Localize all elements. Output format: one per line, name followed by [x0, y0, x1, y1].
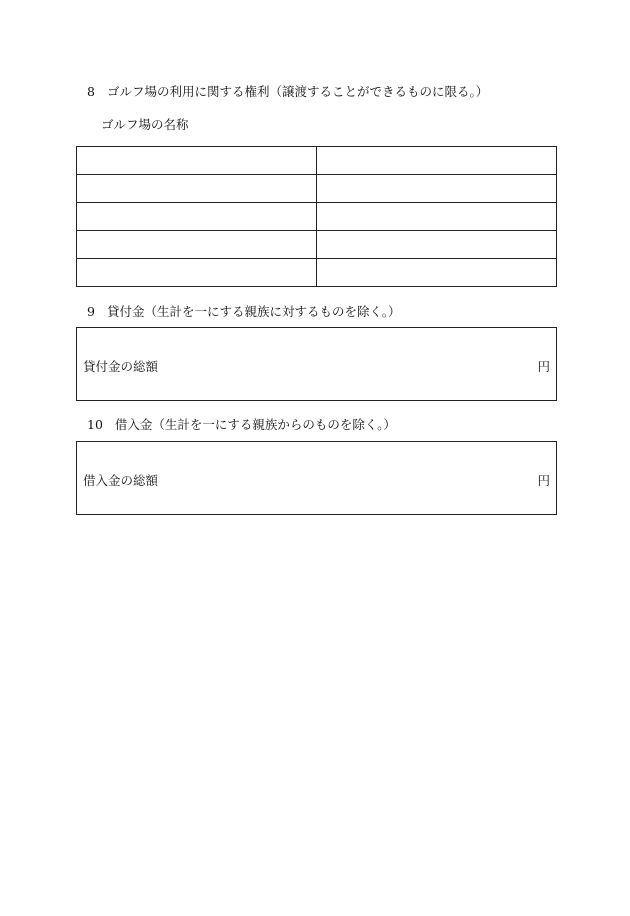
golf-course-detail-cell[interactable]	[317, 259, 557, 287]
golf-course-name-cell[interactable]	[77, 203, 317, 231]
borrowings-box[interactable]	[76, 441, 557, 515]
section-8-number: 8	[87, 84, 95, 99]
loan-receivable-total-label: 貸付金の総額	[83, 359, 159, 374]
table-row	[77, 259, 557, 287]
golf-course-detail-cell[interactable]	[317, 147, 557, 175]
golf-course-name-cell[interactable]	[77, 259, 317, 287]
section-9-title: 貸付金（生計を一にする親族に対するものを除く。）	[106, 304, 401, 319]
section-8-title: ゴルフ場の利用に関する権利（譲渡することができるものに限る。）	[106, 84, 489, 99]
golf-course-name-label: ゴルフ場の名称	[101, 117, 189, 132]
golf-course-table	[76, 146, 557, 287]
golf-course-detail-cell[interactable]	[317, 175, 557, 203]
table-row	[77, 203, 557, 231]
section-10-heading	[87, 417, 396, 433]
table-row	[77, 231, 557, 259]
golf-course-name-cell[interactable]	[77, 231, 317, 259]
loan-receivable-box[interactable]	[76, 327, 557, 401]
section-8-heading	[87, 84, 488, 100]
golf-course-detail-cell[interactable]	[317, 231, 557, 259]
borrowings-total-label: 借入金の総額	[83, 473, 159, 488]
section-10-title: 借入金（生計を一にする親族からのものを除く。）	[114, 417, 396, 432]
table-row	[77, 147, 557, 175]
table-row	[77, 175, 557, 203]
yen-unit-label: 円	[537, 359, 550, 374]
section-10-number: 10	[87, 417, 103, 432]
yen-unit-label: 円	[537, 473, 550, 488]
section-9-heading	[87, 304, 400, 320]
golf-course-detail-cell[interactable]	[317, 203, 557, 231]
golf-course-name-cell[interactable]	[77, 147, 317, 175]
golf-course-name-cell[interactable]	[77, 175, 317, 203]
section-9-number: 9	[87, 304, 95, 319]
